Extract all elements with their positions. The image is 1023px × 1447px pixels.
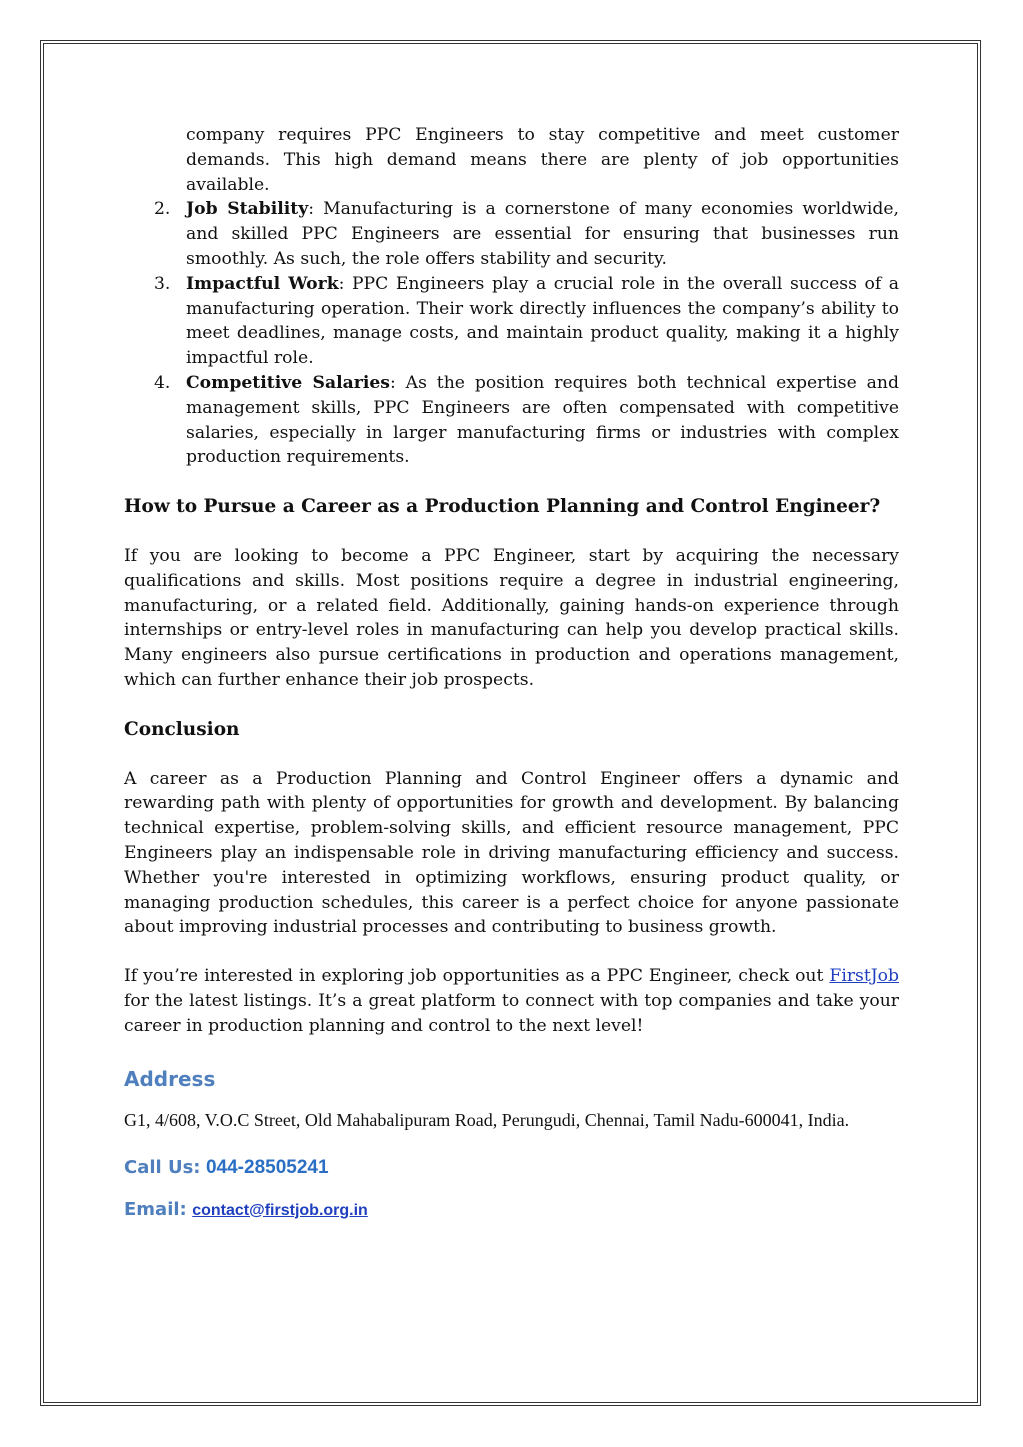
section-heading-career: How to Pursue a Career as a Production Planning and Control Engineer? [124,496,881,518]
call-us-row [124,1154,899,1182]
firstjob-link[interactable]: FirstJob [829,966,899,987]
list-item-title: Competitive Salaries [186,372,390,393]
conclusion-body: A career as a Production Planning and Control Engineer offers a dynamic and rewarding path with plenty of opportunities for growth and development. By balancing technical expertise, problem-solving skills, and efficient resource management, PPC Engineers play an indispensable role in driving manufacturing efficiency and success. Whether you're interested in optimizing workflows, ensuring product quality, or managing production schedules, this career is a perfect choice for anyone passionate about improving industrial processes and contributing to business growth. [124,768,899,938]
list-item [124,272,899,371]
call-us-label: Call Us: [124,1156,201,1178]
cta-text-after: for the latest listings. It’s a great platform to connect with top companies and take your career in production planning and control to the next level! [124,990,899,1036]
list-item-text: : As the position requires both technical expertise and management skills, PPC Engineers are often compensated with competitive salaries, especially in larger manufacturing firms or industries with complex production requirements. [186,372,899,468]
email-label: Email: [124,1198,187,1220]
list-item-title: Impactful Work [186,273,339,294]
address-text: G1, 4/608, V.O.C Street, Old Mahabalipuram Road, Perungudi, Chennai, Tamil Nadu-600041, India. [124,1109,850,1130]
email-link[interactable]: contact@firstjob.org.in [192,1201,368,1219]
section-body-career: If you are looking to become a PPC Engineer, start by acquiring the necessary qualifications and skills. Most positions require a degree in industrial engineering, manufacturing, or a related field. Additionally, gaining hands-on experience through internships or entry-level roles in manufacturing can help you develop practical skills. Many engineers also pursue certifications in production and operations management, which can further enhance their job prospects. [124,545,899,690]
benefits-list [124,197,899,470]
address-heading: Address [124,1066,216,1091]
list-number: 3. [154,273,171,294]
list-item-title: Job Stability [186,199,309,220]
cta-paragraph [124,964,899,1038]
section-heading-conclusion: Conclusion [124,718,240,740]
phone-number[interactable]: 044-28505241 [205,1156,329,1178]
email-row [124,1196,899,1225]
list-item [124,197,899,271]
list-item-text: : PPC Engineers play a crucial role in the overall success of a manufacturing operation. Their work directly influences the company’s ability to meet deadlines, manage costs, and maintain product quality, making it a highly impactful role. [186,273,899,369]
document-content [124,123,899,1225]
list-item-text: : Manufacturing is a cornerstone of many economies worldwide, and skilled PPC Engineers are essential for ensuring that businesses run smoothly. As such, the role offers stability and security. [186,199,899,269]
list-number: 4. [154,372,171,393]
intro-continuation: company requires PPC Engineers to stay competitive and meet customer demands. This high demand means there are plenty of job opportunities available. [186,125,899,195]
list-number: 2. [154,199,171,220]
list-item [124,371,899,470]
cta-text-before: If you’re interested in exploring job opportunities as a PPC Engineer, check out [124,966,830,987]
